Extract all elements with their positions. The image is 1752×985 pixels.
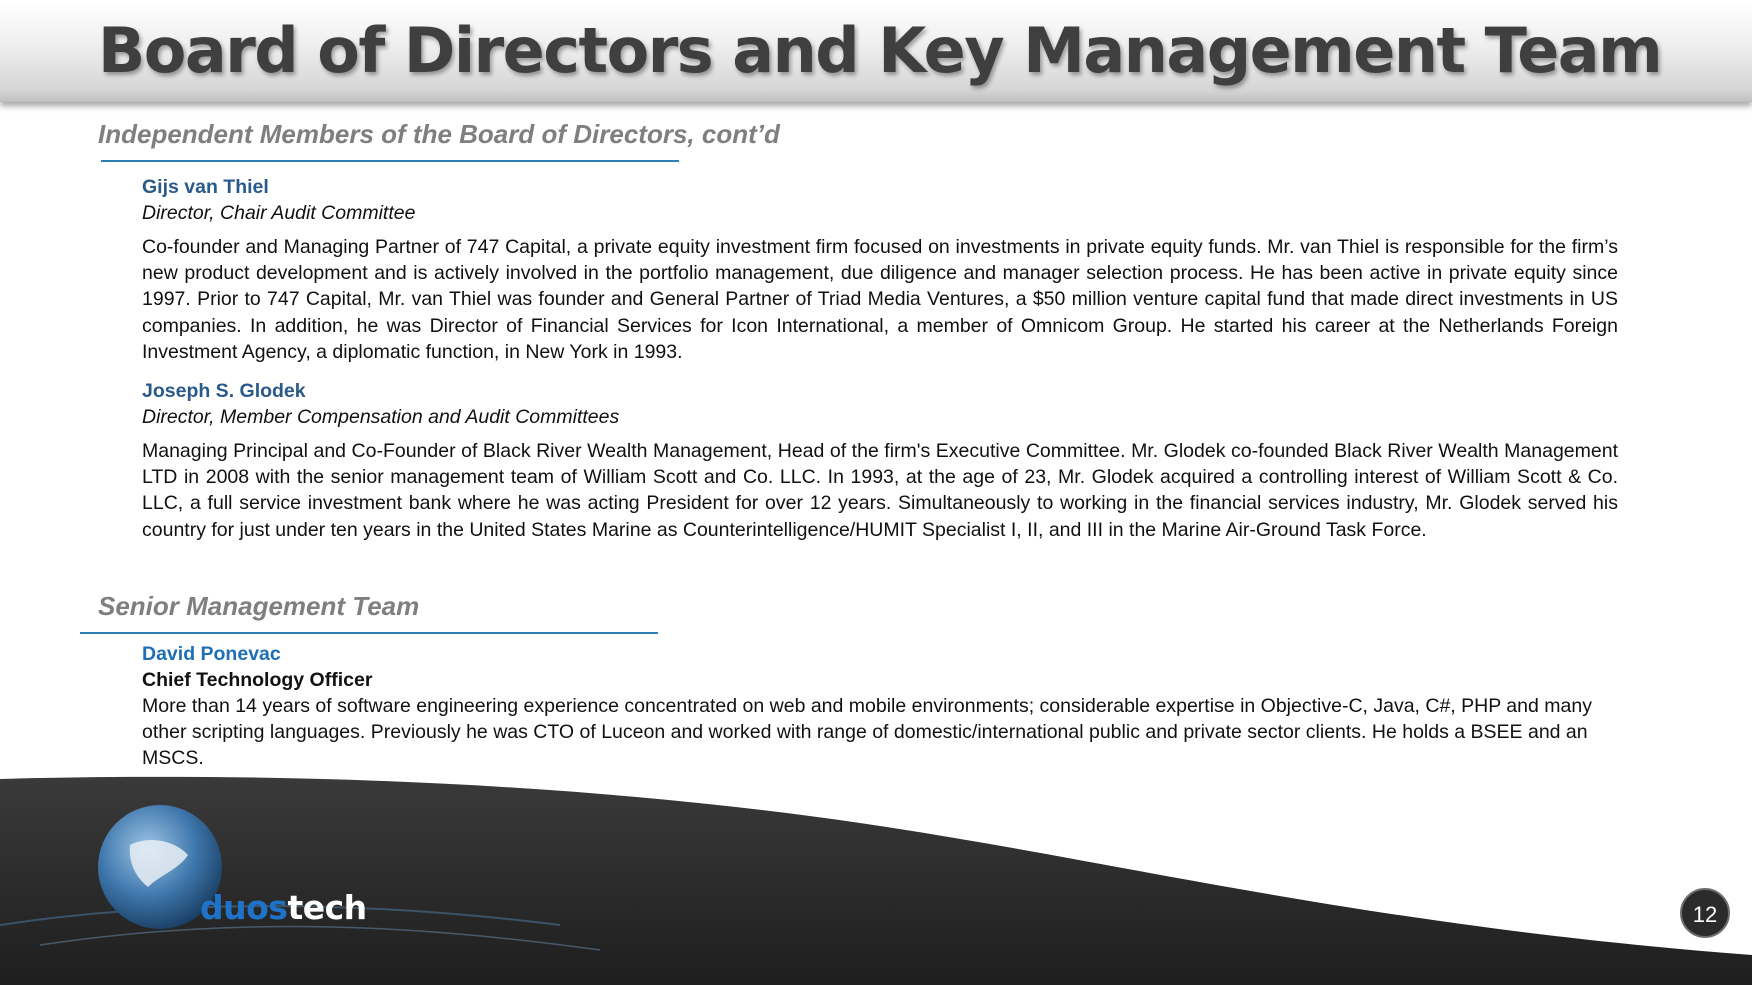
person-name: David Ponevac	[142, 643, 281, 665]
person-role: Director, Member Compensation and Audit Committees	[142, 406, 620, 428]
page-title: Board of Directors and Key Management Team	[98, 14, 1662, 87]
person-block-glodek	[142, 378, 1618, 543]
section-underline-senior-management	[80, 632, 658, 634]
page-number-badge: 12	[1680, 888, 1730, 938]
person-role: Director, Chair Audit Committee	[142, 202, 416, 224]
person-bio: More than 14 years of software engineering experience concentrated on web and mobile environments; considerable expertise in Objective-C, Java, C#, PHP and many other scripting languages. Previously he was CTO of Luceon and worked with range of domestic/international public and private sector clients. He holds a BSEE and an MSCS.	[142, 695, 1592, 770]
person-name: Joseph S. Glodek	[142, 380, 306, 402]
person-bio: Managing Principal and Co-Founder of Black River Wealth Management, Head of the firm's Executive Committee. Mr. Glodek co-founded Black River Wealth Management LTD in 2008 with the senior management team of William Scott and Co. LLC. In 1993, at the age of 23, Mr. Glodek acquired a controlling interest of William Scott & Co. LLC, a full service investment bank where he was acting President for over 12 years. Simultaneously to working in the financial services industry, Mr. Glodek served his country for just under ten years in the United States Marine as Counterintelligence/HUMIT Specialist I, II, and III in the Marine Air-Ground Task Force.	[142, 440, 1618, 541]
logo-text-tech: tech	[287, 888, 367, 927]
logo-text-duos: duos	[200, 888, 288, 927]
person-block-van-thiel	[142, 174, 1618, 365]
section-heading-independent: Independent Members of the Board of Directors, cont’d	[98, 119, 780, 149]
title-bar	[0, 0, 1752, 102]
footer-wave-banner	[0, 775, 1752, 985]
person-name: Gijs van Thiel	[142, 176, 269, 198]
person-bio: Co-founder and Managing Partner of 747 Capital, a private equity investment firm focused on investments in private equity funds. Mr. van Thiel is responsible for the firm’s new product development and is actively involved in the portfolio management, due diligence and manager selection process. He has been active in private equity since 1997. Prior to 747 Capital, Mr. van Thiel was founder and General Partner of Triad Media Ventures, a $50 million venture capital fund that made direct investments in US companies. In addition, he was Director of Financial Services for Icon International, a member of Omnicom Group. He started his career at the Netherlands Foreign Investment Agency, a diplomatic function, in New York in 1993.	[142, 236, 1618, 363]
section-heading-senior-management: Senior Management Team	[98, 591, 420, 621]
duostech-logo	[200, 888, 367, 927]
person-role: Chief Technology Officer	[142, 669, 373, 691]
section-underline-independent	[101, 160, 679, 162]
person-block-ponevac	[142, 641, 1618, 772]
